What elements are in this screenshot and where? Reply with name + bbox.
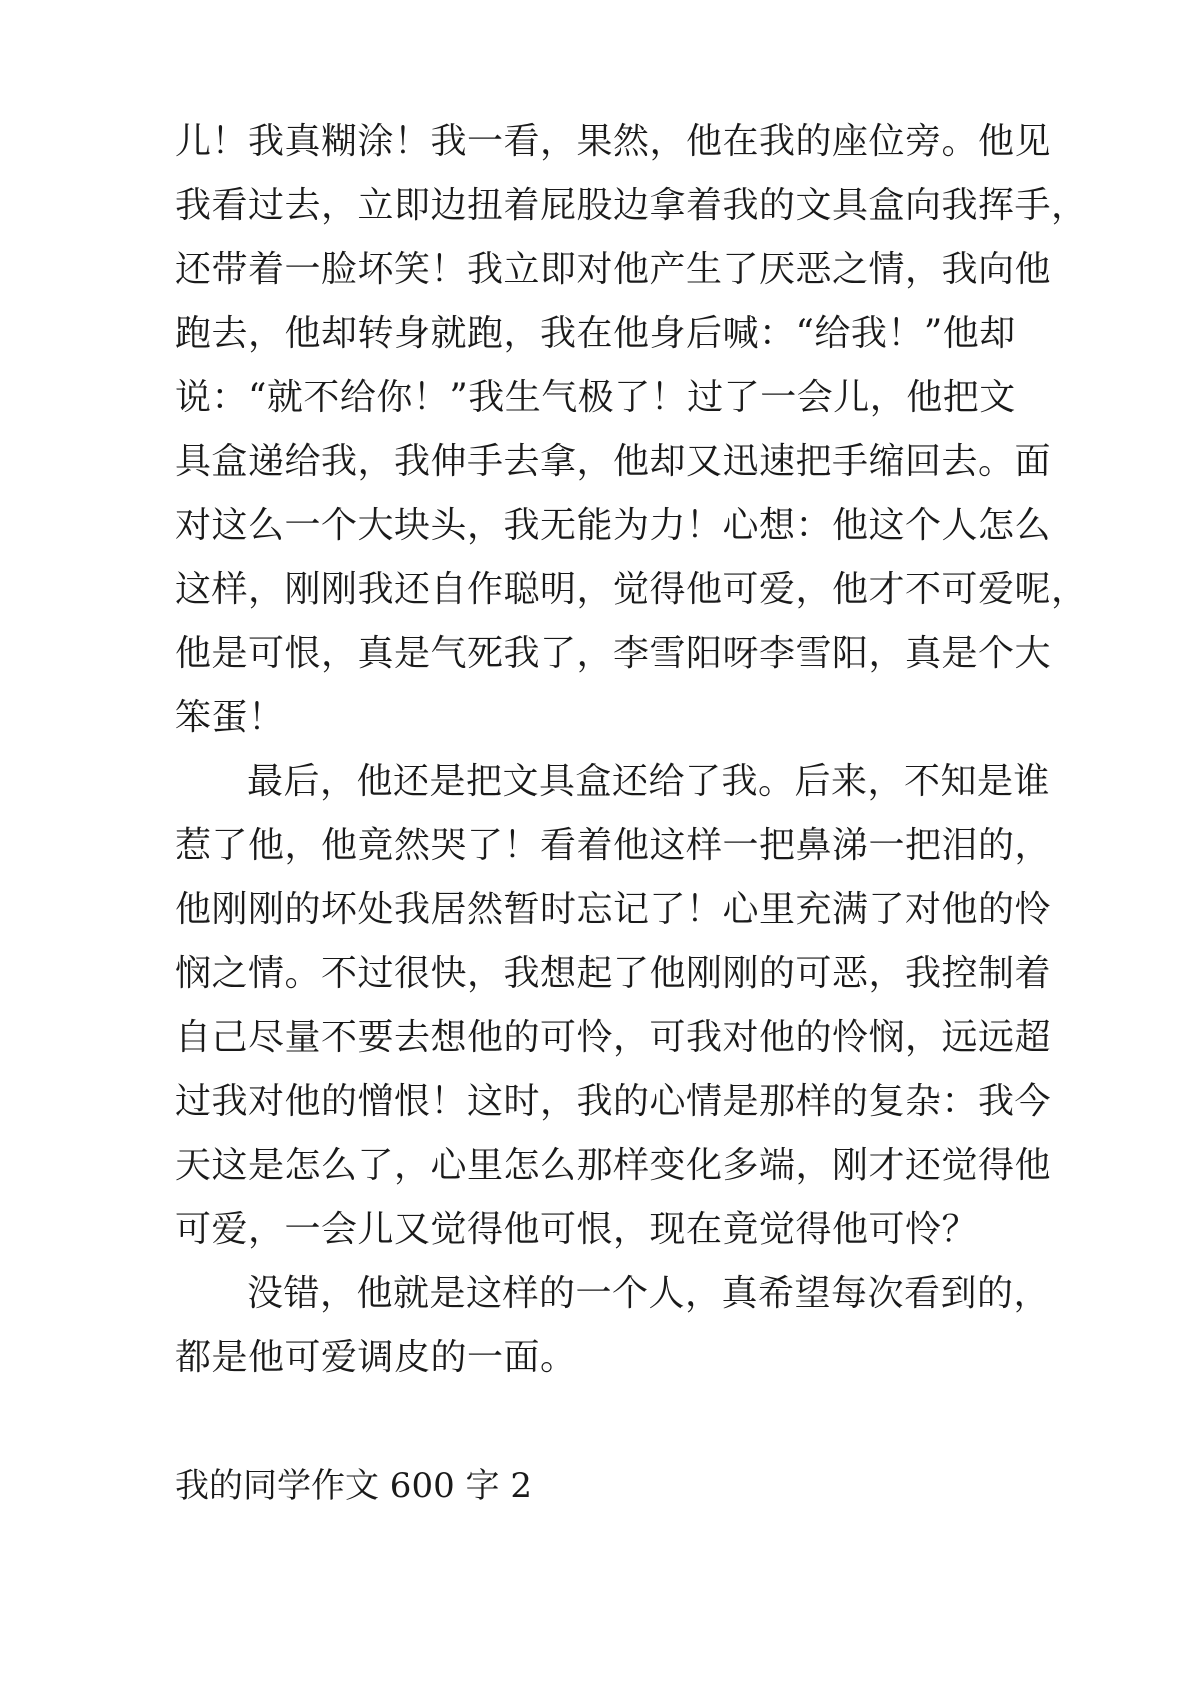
paragraph-1-line: 跑去，他却转身就跑，我在他身后喊：“给我！”他却 xyxy=(175,313,1016,354)
paragraph-3-line: 没错，他就是这样的一个人，真希望每次看到的， xyxy=(247,1273,1051,1314)
paragraph-1-line: 说：“就不给你！”我生气极了！过了一会儿，他把文 xyxy=(175,377,1016,418)
paragraph-1-line: 对这么一个大块头，我无能为力！心想：他这个人怎么 xyxy=(175,505,1052,546)
paragraph-2-line: 天这是怎么了，心里怎么那样变化多端，刚才还觉得他 xyxy=(175,1145,1052,1186)
paragraph-1-line: 他是可恨，真是气死我了，李雪阳呀李雪阳，真是个大 xyxy=(175,633,1052,674)
paragraph-2-line: 自己尽量不要去想他的可怜，可我对他的怜悯，远远超 xyxy=(175,1017,1052,1058)
paragraph-1-line: 儿！我真糊涂！我一看，果然，他在我的座位旁。他见 xyxy=(175,121,1052,162)
paragraph-2-line: 悯之情。不过很快，我想起了他刚刚的可恶，我控制着 xyxy=(175,953,1052,994)
paragraph-1-line: 具盒递给我，我伸手去拿，他却又迅速把手缩回去。面 xyxy=(175,441,1052,482)
paragraph-2-line: 最后，他还是把文具盒还给了我。后来，不知是谁 xyxy=(247,761,1051,802)
section-title: 我的同学作文 600 字 2 xyxy=(175,1466,532,1506)
paragraph-1-line: 笨蛋！ xyxy=(175,697,285,738)
paragraph-1-line: 我看过去，立即边扭着屁股边拿着我的文具盒向我挥手， xyxy=(175,185,1088,226)
paragraph-3-line: 都是他可爱调皮的一面。 xyxy=(175,1337,577,1378)
paragraph-2-line: 可爱，一会儿又觉得他可恨，现在竟觉得他可怜？ xyxy=(175,1209,979,1250)
paragraph-2-line: 他刚刚的坏处我居然暂时忘记了！心里充满了对他的怜 xyxy=(175,889,1052,930)
paragraph-1-line: 还带着一脸坏笑！我立即对他产生了厌恶之情，我向他 xyxy=(175,249,1052,290)
paragraph-2-line: 惹了他，他竟然哭了！看着他这样一把鼻涕一把泪的， xyxy=(175,825,1052,866)
paragraph-1-line: 这样，刚刚我还自作聪明，觉得他可爱，他才不可爱呢， xyxy=(175,569,1088,610)
paragraph-2-line: 过我对他的憎恨！这时，我的心情是那样的复杂：我今 xyxy=(175,1081,1052,1122)
